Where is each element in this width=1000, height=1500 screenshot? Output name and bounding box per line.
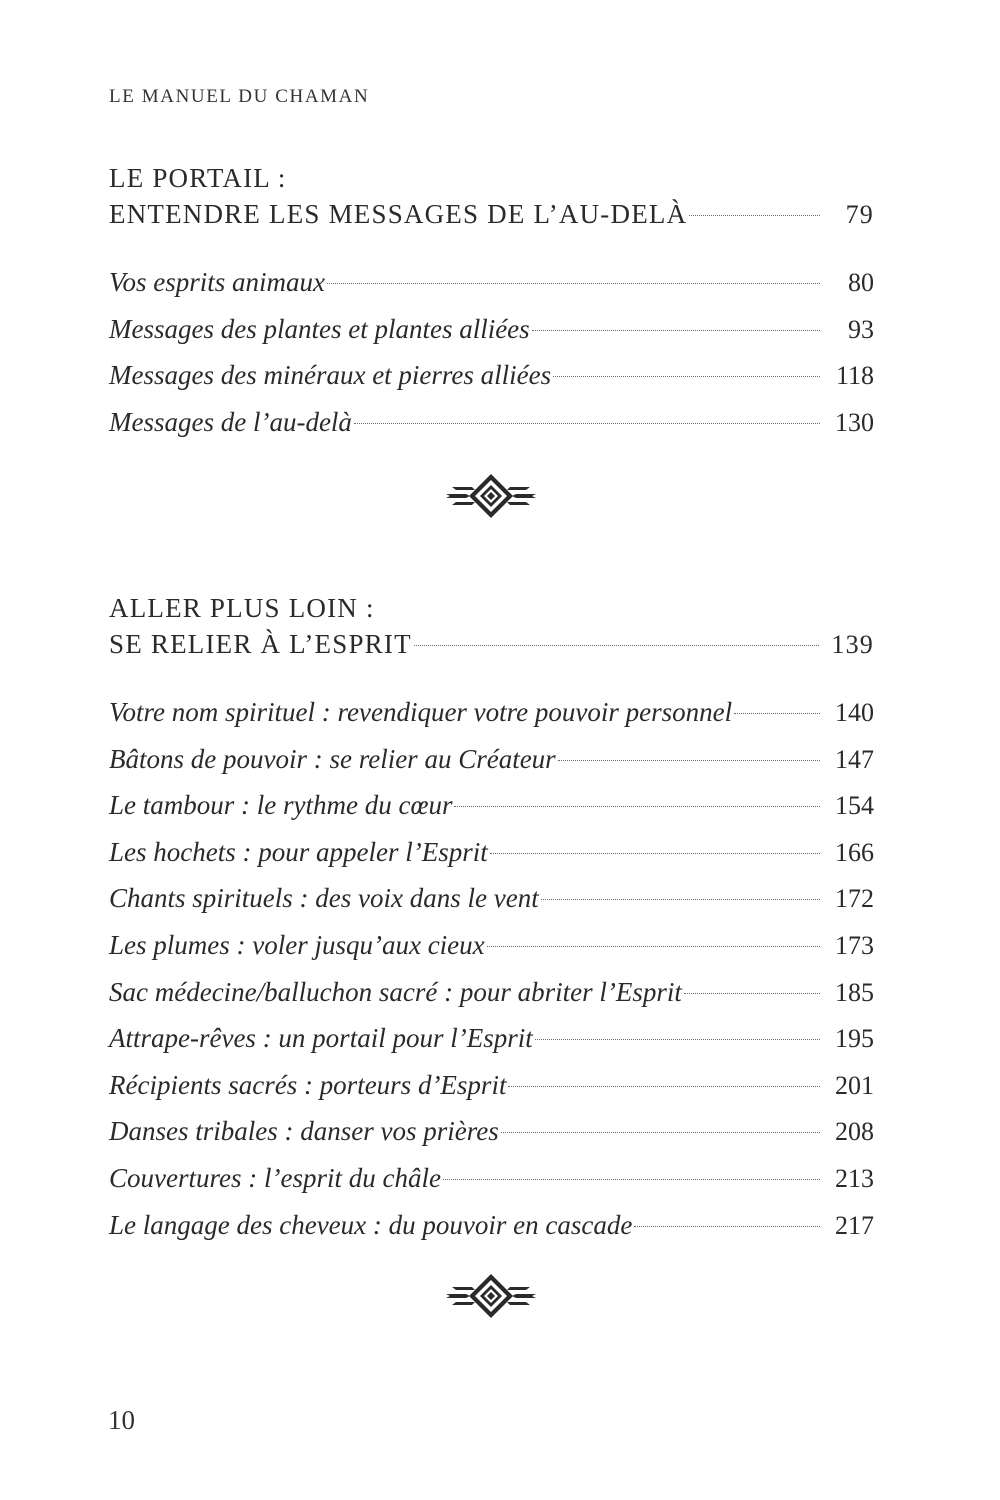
dot-leader: [684, 993, 820, 994]
entry-title: Attrape-rêves : un portail pour l’Esprit: [109, 1023, 533, 1054]
section-title: [109, 590, 874, 663]
page-number: 166: [835, 837, 874, 867]
toc-entry[interactable]: [109, 1015, 874, 1062]
toc-entry[interactable]: [109, 689, 874, 736]
page-number: 139: [831, 630, 874, 659]
entry-title: Les hochets : pour appeler l’Esprit: [109, 836, 488, 867]
toc-entry[interactable]: [109, 306, 874, 353]
entry-title: Les plumes : voler jusqu’aux cieux: [109, 929, 485, 960]
dot-leader: [689, 215, 820, 216]
entry-title: Messages des plantes et plantes alliées: [109, 313, 530, 344]
toc-entry[interactable]: [109, 352, 874, 399]
toc-entry[interactable]: [109, 1155, 874, 1202]
dot-leader: [553, 376, 820, 377]
dot-leader: [487, 946, 820, 947]
entry-title: Récipients sacrés : porteurs d’Esprit: [109, 1069, 507, 1100]
entry-title: Le langage des cheveux : du pouvoir en cascade: [109, 1209, 633, 1240]
page-number: 93: [848, 314, 874, 344]
dot-leader: [414, 645, 820, 646]
dot-leader: [508, 1086, 820, 1087]
toc-entry[interactable]: [109, 1108, 874, 1155]
section-title: [109, 160, 874, 233]
page-number: 147: [835, 744, 874, 774]
dot-leader: [501, 1132, 820, 1133]
section-title-text: ENTENDRE LES MESSAGES DE L’AU-DELÀ: [109, 199, 688, 229]
dot-leader: [634, 1226, 820, 1227]
dot-leader: [327, 283, 820, 284]
entry-title: Vos esprits animaux: [109, 267, 325, 297]
entry-title: Messages des minéraux et pierres alliées: [109, 360, 552, 391]
toc-entry-list: [109, 259, 874, 445]
section-title-line1: LE PORTAIL :: [109, 163, 287, 193]
dot-leader: [443, 1179, 820, 1180]
page-number: 154: [835, 791, 874, 821]
toc-entry[interactable]: [109, 969, 874, 1016]
page-number: 79: [845, 200, 874, 229]
entry-title: Bâtons de pouvoir : se relier au Créateur: [109, 743, 556, 774]
page-number: 201: [835, 1070, 874, 1100]
entry-title: Danses tribales : danser vos prières: [109, 1116, 499, 1147]
dot-leader: [454, 806, 820, 807]
toc-section-portail: [109, 160, 874, 445]
toc-entry[interactable]: [109, 259, 874, 306]
dot-leader: [541, 899, 820, 900]
page-number: 185: [835, 977, 874, 1007]
toc-entry[interactable]: [109, 399, 874, 446]
toc-entry[interactable]: [109, 922, 874, 969]
dot-leader: [532, 330, 820, 331]
page-number: 208: [835, 1117, 874, 1147]
toc-entry-list: [109, 689, 874, 1248]
dot-leader: [535, 1039, 820, 1040]
page-number: 80: [848, 268, 874, 297]
entry-title: Couvertures : l’esprit du châle: [109, 1162, 441, 1193]
page-number: 213: [835, 1163, 874, 1193]
diamond-ornament-icon: [444, 472, 538, 520]
entry-title: Messages de l’au-delà: [109, 406, 352, 437]
entry-title: Le tambour : le rythme du cœur: [109, 790, 453, 821]
page-number: 217: [835, 1210, 874, 1240]
dot-leader: [354, 423, 820, 424]
page-number: 172: [835, 884, 874, 914]
folio-page-number: 10: [108, 1405, 135, 1435]
entry-title: Chants spirituels : des voix dans le vent: [109, 883, 539, 914]
entry-title: Votre nom spirituel : revendiquer votre pouvoir personnel: [109, 697, 733, 727]
toc-entry[interactable]: [109, 1062, 874, 1109]
entry-title: Sac médecine/balluchon sacré : pour abriter l’Esprit: [109, 976, 682, 1007]
dot-leader: [558, 760, 820, 761]
toc-entry[interactable]: [109, 875, 874, 922]
page-number: 118: [835, 361, 874, 391]
toc-section-aller-plus-loin: [109, 590, 874, 1248]
toc-entry[interactable]: [109, 736, 874, 783]
toc-entry[interactable]: [109, 1202, 874, 1249]
page-number: 195: [835, 1024, 874, 1054]
page-number: 173: [835, 930, 874, 960]
section-title-line2[interactable]: [109, 196, 874, 233]
dot-leader: [490, 853, 820, 854]
running-head: LE MANUEL DU CHAMAN: [109, 86, 370, 107]
section-title-text: SE RELIER À L’ESPRIT: [109, 629, 412, 659]
toc-entry[interactable]: [109, 782, 874, 829]
page-number: 140: [835, 698, 874, 727]
section-title-line2[interactable]: [109, 626, 874, 663]
section-title-line1: ALLER PLUS LOIN :: [109, 593, 375, 623]
diamond-ornament-icon: [444, 1272, 538, 1320]
toc-entry[interactable]: [109, 829, 874, 876]
page-number: 130: [835, 407, 874, 437]
dot-leader: [734, 713, 820, 714]
